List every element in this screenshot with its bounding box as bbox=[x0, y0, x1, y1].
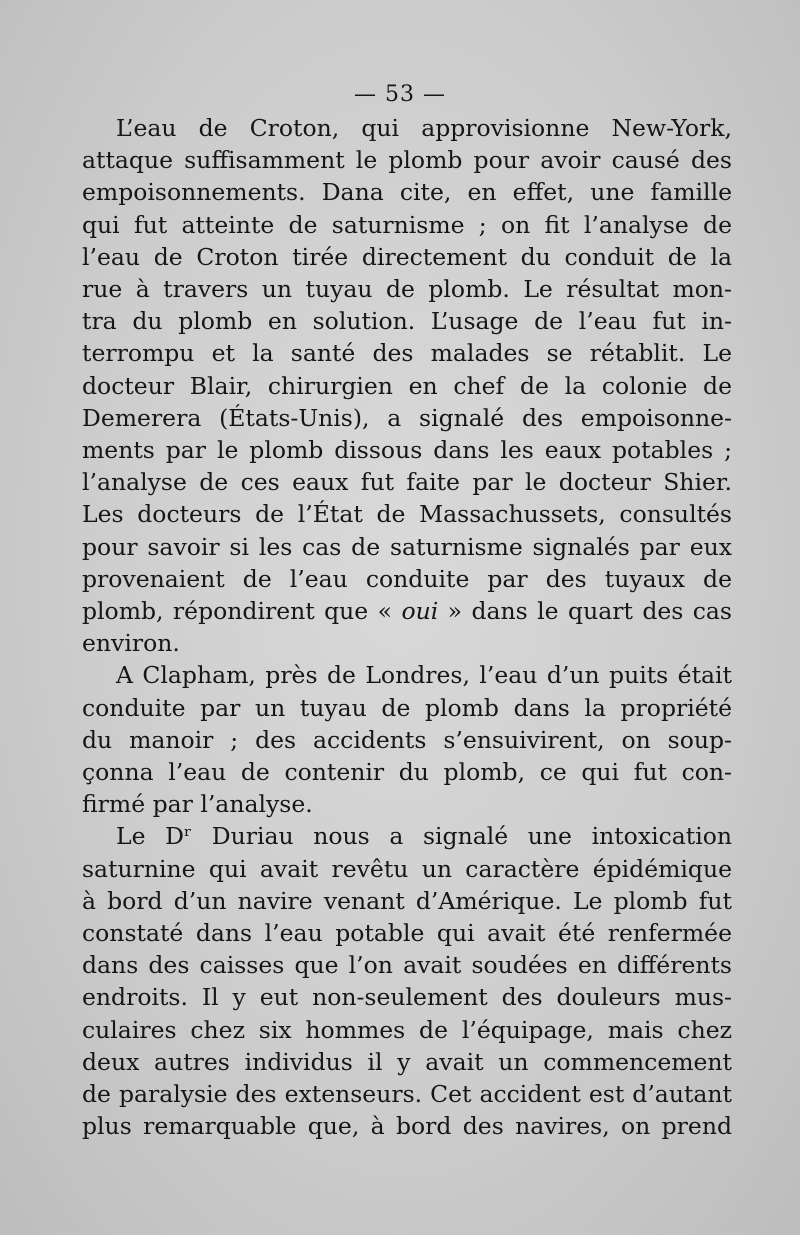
text-line: rue à travers un tuyau de plomb. Le résultat mon- bbox=[82, 275, 732, 303]
text-line: plus remarquable que, à bord des navires, on prend bbox=[82, 1112, 732, 1141]
text-line: tra du plomb en solution. L’usage de l’eau fut in- bbox=[82, 307, 732, 336]
text-line: culaires chez six hommes de l’équipage, mais chez bbox=[82, 1015, 732, 1044]
text-line: plomb, répondirent que « oui » dans le quart des cas bbox=[82, 597, 732, 625]
text-line: Le Dʳ Duriau nous a signalé une intoxication bbox=[116, 822, 732, 851]
text-line: A Clapham, près de Londres, l’eau d’un puits était bbox=[116, 661, 732, 690]
text-line: attaque suffisamment le plomb pour avoir causé des bbox=[82, 146, 732, 175]
text-line: Les docteurs de l’État de Massachussets, consultés bbox=[82, 500, 732, 529]
text-line: docteur Blair, chirurgien en chef de la colonie de bbox=[82, 371, 732, 400]
text-line: de paralysie des extenseurs. Cet accident est d’autant bbox=[82, 1080, 732, 1108]
text-line: provenaient de l’eau conduite par des tuyaux de bbox=[82, 564, 732, 593]
text-line: l’eau de Croton tirée directement du conduit de la bbox=[82, 242, 732, 271]
text-line: constaté dans l’eau potable qui avait été renfermée bbox=[82, 919, 732, 947]
text-line: firmé par l’analyse. bbox=[82, 790, 313, 819]
text-line: terrompu et la santé des malades se rétablit. Le bbox=[82, 339, 732, 368]
text-line: du manoir ; des accidents s’ensuivirent, on soup- bbox=[82, 725, 732, 754]
text-line: dans des caisses que l’on avait soudées en différents bbox=[82, 951, 732, 980]
text-line: environ. bbox=[82, 629, 180, 658]
text-line: L’eau de Croton, qui approvisionne New-York, bbox=[116, 114, 732, 142]
text-line: empoisonnements. Dana cite, en effet, une famille bbox=[82, 178, 732, 207]
text-line: ments par le plomb dissous dans les eaux potables ; bbox=[82, 436, 732, 464]
text-line: saturnine qui avait revêtu un caractère épidémique bbox=[82, 854, 732, 883]
text-line: deux autres individus il y avait un commencement bbox=[82, 1047, 732, 1076]
italic-word: oui bbox=[401, 597, 439, 625]
text-line: qui fut atteinte de saturnisme ; on fit l’analyse de bbox=[82, 210, 732, 239]
text-line: çonna l’eau de contenir du plomb, ce qui fut con- bbox=[82, 758, 732, 786]
text-line: Demerera (États-Unis), a signalé des empoisonne- bbox=[82, 403, 732, 432]
text-line: conduite par un tuyau de plomb dans la propriété bbox=[82, 693, 732, 722]
page-number: — 53 — bbox=[354, 82, 446, 107]
text-line: l’analyse de ces eaux fut faite par le docteur Shier. bbox=[82, 468, 732, 497]
text-line: pour savoir si les cas de saturnisme signalés par eux bbox=[82, 532, 732, 561]
text-line: à bord d’un navire venant d’Amérique. Le plomb fut bbox=[82, 886, 732, 915]
text-line: endroits. Il y eut non-seulement des douleurs mus- bbox=[82, 983, 732, 1012]
